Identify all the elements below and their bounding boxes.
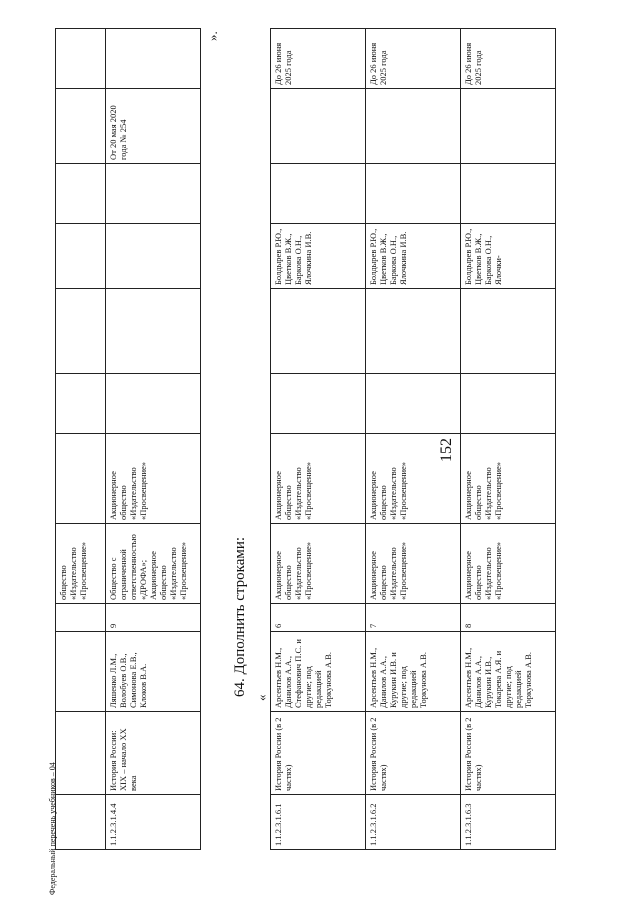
table-cell: 9 <box>106 604 201 632</box>
table-row <box>271 29 366 850</box>
table-cell <box>56 289 106 374</box>
table-cell <box>271 289 366 374</box>
table-cell <box>271 89 366 164</box>
table-cell: От 20 мая 2020 года № 254 <box>106 89 201 164</box>
table-cell: Болдырев Р.Ю., Цветков В.Ж., Баркова О.Н., Ялочкина И.В. <box>366 224 461 289</box>
table-cell <box>56 89 106 164</box>
table-cell: Акционерное общество «Издательство «Просвещение» <box>271 434 366 524</box>
table-cell <box>56 164 106 224</box>
table-cell <box>461 289 556 374</box>
table-cell <box>56 29 106 89</box>
table-cell: 7 <box>366 604 461 632</box>
table-cell <box>271 164 366 224</box>
section-heading: 64. Дополнить строками: <box>232 536 248 697</box>
table-cell: История России: XIX – начало XX века <box>106 712 201 795</box>
table-cell: 1.1.2.3.1.6.2 <box>366 795 461 850</box>
table-cell: 1.1.2.3.1.4.4 <box>106 795 201 850</box>
table-row <box>461 29 556 850</box>
table-cell: До 26 июня 2025 года <box>366 29 461 89</box>
table-cell: История России (в 2 частях) <box>366 712 461 795</box>
table-cell: Акционерное общество «Издательство «Просвещение» <box>366 524 461 604</box>
table-cell: Арсентьев Н.М., Данилов А.А., Курукин И.В. и другие; под редакцией Торкунова А.В. <box>366 632 461 712</box>
table-cell: общество «Издательство «Просвещение» <box>56 524 106 604</box>
table-cell <box>56 224 106 289</box>
table-cell <box>56 374 106 434</box>
table-cell <box>106 224 201 289</box>
table-cell <box>106 29 201 89</box>
table-cell: История России (в 2 частях) <box>461 712 556 795</box>
table-row <box>366 29 461 850</box>
table-cell <box>106 289 201 374</box>
table-cell: Акционерное общество «Издательство «Просвещение» <box>461 434 556 524</box>
table-cell: Болдырев Р.Ю., Цветков В.Ж., Баркова О.Н., Ялочкина И.В. <box>271 224 366 289</box>
closing-quote: ». <box>205 31 220 41</box>
bottom-table <box>270 28 556 850</box>
table-cell <box>56 434 106 524</box>
footer-note: Федеральный перечень учебников – 04 <box>48 762 57 895</box>
table-cell: Ляшенко Л.М., Волобуев О.В., Симонова Е.В., Клоков В.А. <box>106 632 201 712</box>
table-cell <box>106 374 201 434</box>
table-cell <box>56 632 106 712</box>
table-cell: 1.1.2.3.1.6.3 <box>461 795 556 850</box>
table-cell <box>271 374 366 434</box>
table-cell <box>56 712 106 795</box>
table-cell: До 26 июня 2025 года <box>461 29 556 89</box>
table-cell: Акционерное общество «Издательство «Просвещение» <box>271 524 366 604</box>
table-cell: Арсентьев Н.М., Данилов А.А., Курукин И.В., Токарева А.Я. и другие; под редакцией Торкунова А.В. <box>461 632 556 712</box>
table-cell: История России (в 2 частях) <box>271 712 366 795</box>
table-cell: 8 <box>461 604 556 632</box>
table-cell: Болдырев Р.Ю., Цветков В.Ж., Баркова О.Н., Ялочки- <box>461 224 556 289</box>
table-cell: Арсентьев Н.М., Данилов А.А., Стефанович П.С. и другие; под редакцией Торкунова А.В. <box>271 632 366 712</box>
table-row <box>106 29 201 850</box>
table-cell <box>366 374 461 434</box>
table-cell <box>461 374 556 434</box>
table-cell: Акционерное общество «Издательство «Просвещение» <box>366 434 461 524</box>
page-number: 152 <box>438 438 455 462</box>
table-cell <box>366 89 461 164</box>
table-cell <box>56 795 106 850</box>
top-table <box>55 28 201 850</box>
table-cell <box>366 164 461 224</box>
table-cell <box>461 89 556 164</box>
table-cell: Акционерное общество «Издательство «Просвещение» <box>106 434 201 524</box>
table-cell: 1.1.2.3.1.6.1 <box>271 795 366 850</box>
table-cell <box>461 164 556 224</box>
table-cell: 6 <box>271 604 366 632</box>
table-cell: До 26 июня 2025 года <box>271 29 366 89</box>
table-cell: Акционерное общество «Издательство «Просвещение» <box>461 524 556 604</box>
table-cell <box>366 289 461 374</box>
table-row <box>56 29 106 850</box>
table-cell <box>56 604 106 632</box>
table-cell <box>106 164 201 224</box>
table-cell: Общество с ограниченной ответственностью «ДРОФА»; Акционерное общество «Издательство «Просвещение» <box>106 524 201 604</box>
opening-quote: « <box>254 694 269 701</box>
